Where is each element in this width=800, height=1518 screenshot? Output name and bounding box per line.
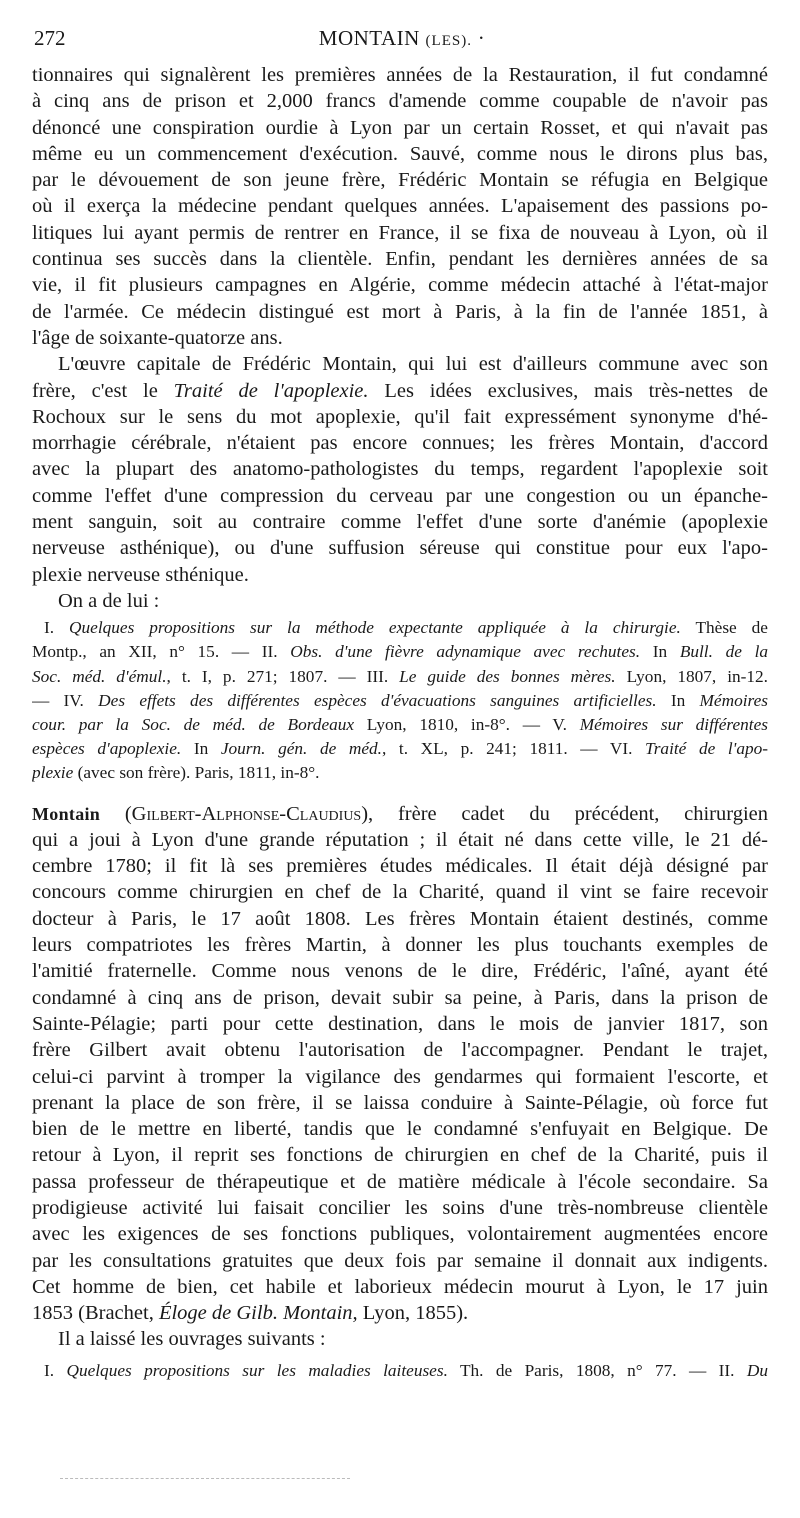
text-span: 1853 (Brachet, [32, 1302, 154, 1325]
paragraph-gilbert-biography [32, 801, 768, 1327]
text-span: In [652, 642, 668, 662]
text-line: continua ses succès dans la clientèle. Enfin, pendant les dernières années de sa [32, 248, 768, 271]
text-line: passa professeur de thérapeutique et de matière médicale à l'école secondaire. Sa [32, 1170, 768, 1193]
text-line: avec la plupart des anatomo-pathologistes du temps, regardent l'apoplexie soit [32, 458, 768, 481]
text-span: Thèse de [695, 618, 768, 638]
paragraph-apoplexy-treatise [32, 351, 768, 588]
text-line: concours comme chirurgien en chef de la Charité, quand il vint se faire recevoir [32, 881, 768, 904]
work-title: Des effets des différentes espèces d'évacuations sanguines artificielles. [98, 690, 657, 710]
paragraph-frederic-biography [32, 62, 768, 351]
entry-headword: Montain [32, 803, 101, 824]
text-span: I. [44, 618, 55, 638]
text-line [32, 1300, 768, 1326]
bib-line [32, 761, 768, 785]
text-line: Sainte-Pélagie; parti pour cette destination, dans le mois de janvier 1817, son [32, 1012, 768, 1035]
work-title: Traité de l'apoplexie. [173, 379, 369, 402]
work-title: Mémoires sur différentes [579, 714, 768, 734]
work-title: Quelques propositions sur la méthode expectante appliquée à la chirurgie. [69, 618, 681, 638]
bib-line [32, 616, 768, 640]
journal-title: Mémoires [699, 690, 768, 710]
text-span: — IV. [32, 690, 84, 710]
text-line [32, 801, 768, 827]
page-number: 272 [34, 26, 66, 50]
bib-line [32, 737, 768, 761]
text-line: de l'armée. Ce médecin distingué est mort à Paris, à la fin de l'année 1851, à [32, 300, 768, 323]
text-line: l'âge de soixante-quatorze ans. [32, 326, 283, 349]
text-span: , t. XL, p. 241; 1811. — VI. [381, 739, 633, 759]
text-line: avec les exigences de ses fonctions publiques, volontairement augmentées encore [32, 1223, 768, 1246]
text-line: leurs compatriotes les frères Martin, à donner les plus touchants exemples de [32, 934, 768, 957]
bib-line [32, 689, 768, 713]
bib-line [32, 1359, 768, 1383]
text-span: , t. I, p. 271; 1807. — III. [166, 666, 389, 686]
text-span: frère cadet du précédent, chirurgien [397, 802, 768, 825]
text-span: (avec son frère). Paris, 1811, in-8°. [77, 763, 320, 783]
text-span: Les idées exclusives, mais très-nettes de [384, 379, 768, 402]
text-span: Th. de Paris, 1808, n° 77. — II. [459, 1360, 735, 1380]
stray-mark: · [477, 26, 486, 50]
text-span: frère, c'est le [32, 379, 158, 402]
entry-given-names: (Gilbert-Alphonse-Claudius), [124, 802, 374, 825]
text-line: tionnaires qui signalèrent les premières années de la Restauration, il fut condamné [32, 64, 768, 86]
text-line: litiques lui ayant permis de rentrer en France, il se fixa de nouveau à Lyon, où il [32, 221, 768, 244]
text-span: Lyon, 1855). [362, 1302, 469, 1325]
journal-title: Soc. méd. d'émul. [32, 666, 167, 686]
text-line [32, 378, 768, 404]
journal-title: Journ. gén. de méd. [220, 739, 382, 759]
bib-line [32, 665, 768, 689]
bibliography-gilbert [32, 1359, 768, 1383]
text-span: In [670, 690, 686, 710]
work-title: Éloge de Gilb. Montain, [158, 1302, 358, 1325]
text-line: Rochoux sur le sens du mot apoplexie, qu'il fait expressément synonyme d'hé- [32, 405, 768, 428]
text-line: comme l'effet d'une compression du cerveau par une congestion ou un épanche- [32, 484, 768, 507]
text-span: In [193, 739, 209, 759]
text-span: Lyon, 1810, in-8°. — V. [366, 714, 567, 734]
text-line: L'œuvre capitale de Frédéric Montain, qui lui est d'ailleurs commune avec son [58, 353, 768, 376]
spacer [32, 786, 768, 801]
text-line: retour à Lyon, il reprit ses fonctions de chirurgien en chef de la Charité, puis il [32, 1144, 768, 1167]
text-span: Lyon, 1807, in-12. [626, 666, 768, 686]
text-line: par les consultations gratuites que deux fois par semaine il donnait aux indigents. [32, 1249, 768, 1272]
text-span: Montp., an XII, n° 15. — II. [32, 642, 278, 662]
work-title: Du [746, 1360, 768, 1380]
journal-title: Bull. de la [679, 642, 768, 662]
text-line: prodigieuse activité lui faisait concilier les soins d'une très-nombreuse clientèle [32, 1197, 768, 1219]
text-line: l'amitié fraternelle. Comme nous venons de le dire, Frédéric, l'aîné, ayant été [32, 960, 768, 983]
bib-line [32, 713, 768, 737]
work-title: Quelques propositions sur les maladies laiteuses. [66, 1360, 448, 1380]
running-title [34, 26, 770, 51]
text-span: I. [44, 1360, 55, 1380]
text-line: Cet homme de bien, cet habile et laborieux médecin mourut à Lyon, le 17 juin [32, 1275, 768, 1298]
text-line: vie, il fit plusieurs campagnes en Algérie, comme médecin attaché à l'état-major [32, 274, 768, 297]
works-intro: On a de lui : [58, 589, 160, 612]
text-line: même eu un commencement d'exécution. Sauvé, comme nous le dirons plus bas, [32, 142, 768, 165]
running-title-name: MONTAIN [318, 26, 420, 50]
text-line: celui-ci parvint à tromper la vigilance des gendarmes qui formaient l'escorte, et [32, 1065, 768, 1088]
bibliography-frederic [32, 616, 768, 785]
work-title: Traité de l'apo- [645, 739, 768, 759]
text-line: où il exerça la médecine pendant quelques années. L'apaisement des passions po- [32, 195, 768, 218]
text-line: à cinq ans de prison et 2,000 francs d'amende comme coupable de n'avoir pas [32, 90, 768, 113]
page-body [32, 62, 768, 1383]
text-line: plexie nerveuse sthénique. [32, 563, 249, 586]
work-title: Obs. d'une fièvre adynamique avec rechutes. [290, 642, 641, 662]
text-line: qui a joui à Lyon d'une grande réputation ; il était né dans cette ville, le 21 dé- [32, 828, 768, 851]
journal-title: cour. par la Soc. de méd. de Bordeaux [32, 714, 355, 734]
work-title: plexie [32, 763, 74, 783]
page-header [34, 26, 770, 58]
text-line: morrhagie cérébrale, n'étaient pas encore connues; les frères Montain, d'accord [32, 432, 768, 455]
text-line: par le dévouement de son jeune frère, Frédéric Montain se réfugia en Belgique [32, 169, 768, 192]
running-title-suffix: (LES). [425, 33, 472, 49]
text-line: ment sanguin, soit au contraire comme l'effet d'une sorte d'anémie (apoplexie [32, 511, 768, 534]
works-intro: Il a laissé les ouvrages suivants : [58, 1328, 326, 1351]
text-line: cembre 1780; il fit là ses premières études médicales. Il était déjà désigné par [32, 855, 768, 878]
text-line: condamné à cinq ans de prison, devait subir sa peine, à Paris, dans la prison de [32, 986, 768, 1009]
text-line: bien de le mettre en liberté, tandis que le condamné s'enfuyait en Belgique. De [32, 1118, 768, 1141]
bib-line [32, 640, 768, 664]
text-line: dénoncé une conspiration ourdie à Lyon par un certain Rosset, et qui n'avait pas [32, 116, 768, 139]
work-title: espèces d'apoplexie. [32, 739, 182, 759]
text-line: prenant la place de son frère, il se laissa conduire à Sainte-Pélagie, où force fut [32, 1091, 768, 1114]
text-line: docteur à Paris, le 17 août 1808. Les frères Montain étaient destinés, comme [32, 907, 768, 930]
bleed-through-mark [60, 1478, 350, 1479]
work-title: Le guide des bonnes mères. [399, 666, 616, 686]
text-line: nerveuse asthénique), ou d'une suffusion séreuse qui constitue pour eux l'apo- [32, 537, 768, 560]
text-line: frère Gilbert avait obtenu l'autorisation de l'accompagner. Pendant le trajet, [32, 1039, 768, 1062]
